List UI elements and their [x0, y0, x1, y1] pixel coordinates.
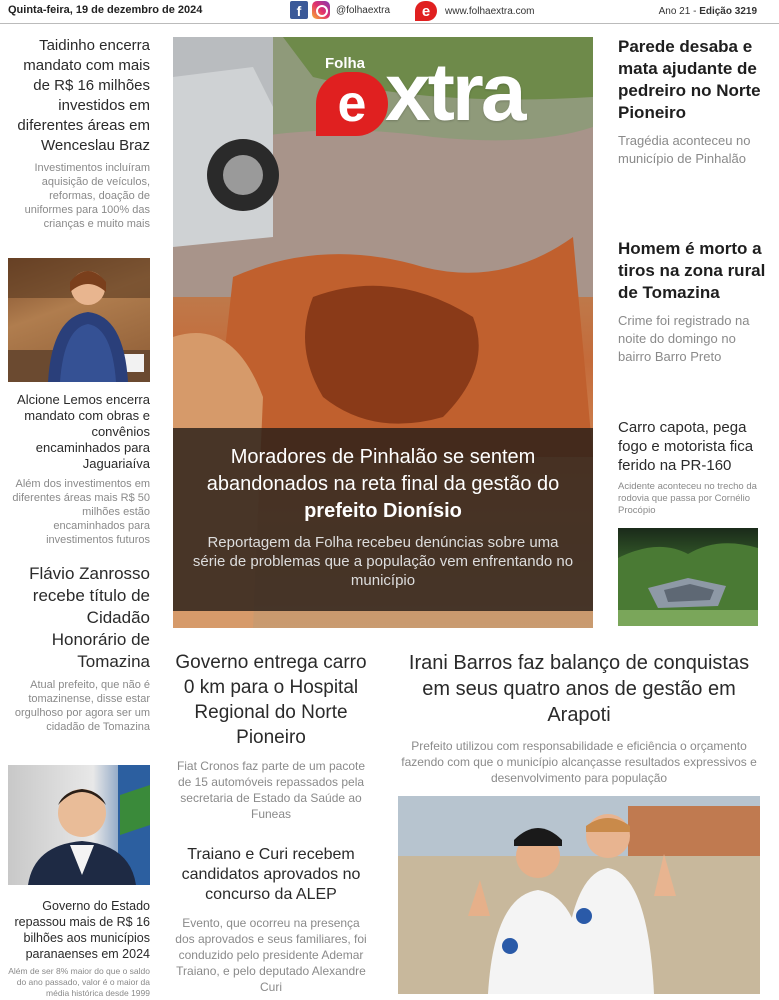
right-story-headline: Homem é morto a tiros na zona rural de Tomazina — [618, 239, 766, 302]
edition-date: Quinta-feira, 19 de dezembro de 2024 — [8, 4, 203, 16]
edition-year: Ano 21 - — [658, 6, 700, 17]
governor-photo[interactable] — [8, 765, 150, 885]
left-story-flavio[interactable] — [8, 563, 150, 734]
logo-extra-word[interactable]: xtra — [385, 47, 524, 138]
governor-illustration — [8, 765, 150, 885]
left-story-summary: Além dos investimentos em diferentes áreas mais R$ 50 milhões estão encaminhados para investimentos futuros — [12, 478, 150, 546]
irani-barros-illustration — [398, 796, 760, 994]
right-story-headline: Parede desaba e mata ajudante de pedreiro no Norte Pioneiro — [618, 37, 761, 122]
social-handle[interactable]: @folhaextra — [336, 4, 391, 16]
left-story-headline: Governo do Estado repassou mais de R$ 16 bilhões aos municípios paranaenses em 2024 — [14, 899, 150, 961]
right-story-summary: Crime foi registrado na noite do domingo no bairro Barro Preto — [618, 313, 750, 364]
right-story-parede[interactable] — [618, 36, 768, 168]
middle-story-headline: Governo entrega carro 0 km para o Hospital Regional do Norte Pioneiro — [175, 652, 367, 748]
social-links — [290, 1, 390, 19]
left-story-headline: Taidinho encerra mandato com mais de R$ 16 milhões investidos em diferentes áreas em Wenceslau Braz — [17, 37, 150, 154]
hero-headline — [191, 444, 575, 525]
left-story-headline: Alcione Lemos encerra mandato com obras e convênios encaminhados para Jaguariaíva — [17, 392, 150, 471]
site-link — [415, 1, 534, 21]
middle-story-headline: Traiano e Curi recebem candidatos aprovados no concurso da ALEP — [181, 846, 361, 903]
left-story-summary: Além de ser 8% maior do que o saldo do ano passado, valor é o maior da média histórica desde 1999 — [8, 966, 150, 998]
right-story-homem[interactable] — [618, 238, 768, 366]
facebook-icon[interactable]: f — [290, 1, 308, 19]
left-story-alcione[interactable] — [8, 392, 150, 547]
irani-barros-story[interactable] — [398, 650, 760, 786]
hero-caption-box[interactable] — [173, 428, 593, 611]
left-story-taidinho[interactable] — [8, 36, 150, 231]
alcione-lemos-photo[interactable] — [8, 258, 150, 382]
site-url[interactable]: www.folhaextra.com — [445, 5, 535, 17]
middle-story-alep[interactable] — [172, 845, 370, 995]
folha-extra-logo-icon[interactable]: e — [415, 1, 437, 21]
logo-e-mark[interactable]: e — [316, 72, 388, 136]
right-story-carro[interactable] — [618, 418, 768, 517]
irani-story-headline: Irani Barros faz balanço de conquistas em seus quatro anos de gestão em Arapoti — [408, 652, 750, 726]
hero-headline-text: Moradores de Pinhalão se sentem abandonados na reta final da gestão do — [206, 446, 560, 495]
edition-info — [659, 6, 757, 17]
left-story-summary: Investimentos incluíram aquisição de veículos, reformas, doação de uniformes para 100% das crianças e muito mais — [24, 162, 150, 230]
left-story-headline: Flávio Zanrosso recebe título de Cidadão Honorário de Tomazina — [29, 564, 150, 671]
top-bar — [0, 0, 779, 24]
edition-number: Edição 3219 — [699, 6, 757, 17]
logo-folha-text: Folha — [325, 55, 365, 72]
middle-story-summary: Evento, que ocorreu na presença dos aprovados e seus familiares, foi conduzido pelo presidente Ademar Traiano, e pelo deputado Alexandre Curi — [175, 916, 367, 994]
hero-subtitle: Reportagem da Folha recebeu denúncias sobre uma série de problemas que a população vem enfrentando no município — [192, 534, 574, 589]
irani-story-summary: Prefeito utilizou com responsabilidade e eficiência o orçamento fazendo com que o município alcançasse resultados expressivos e desenvolvimento para população — [401, 739, 757, 785]
irani-barros-photo[interactable] — [398, 796, 760, 994]
alcione-lemos-illustration — [8, 258, 150, 382]
middle-story-hospital[interactable] — [172, 650, 370, 822]
right-story-summary: Tragédia aconteceu no município de Pinhalão — [618, 133, 751, 166]
right-story-headline: Carro capota, pega fogo e motorista fica ferido na PR-160 — [618, 419, 754, 474]
car-accident-photo[interactable] — [618, 528, 758, 626]
middle-story-summary: Fiat Cronos faz parte de um pacote de 15 automóveis repassados pela secretaria de Estado da Saúde ao Funeas — [176, 759, 366, 821]
instagram-icon[interactable] — [312, 1, 330, 19]
car-accident-illustration — [618, 528, 758, 626]
left-story-summary: Atual prefeito, que não é tomazinense, disse estar orgulhoso por agora ser um cidadão de Tomazina — [14, 679, 150, 733]
right-story-summary: Acidente aconteceu no trecho da rodovia que passa por Cornélio Procópio — [618, 481, 757, 516]
hero-headline-bold: prefeito Dionísio — [304, 500, 462, 522]
left-story-governo[interactable] — [8, 898, 150, 999]
